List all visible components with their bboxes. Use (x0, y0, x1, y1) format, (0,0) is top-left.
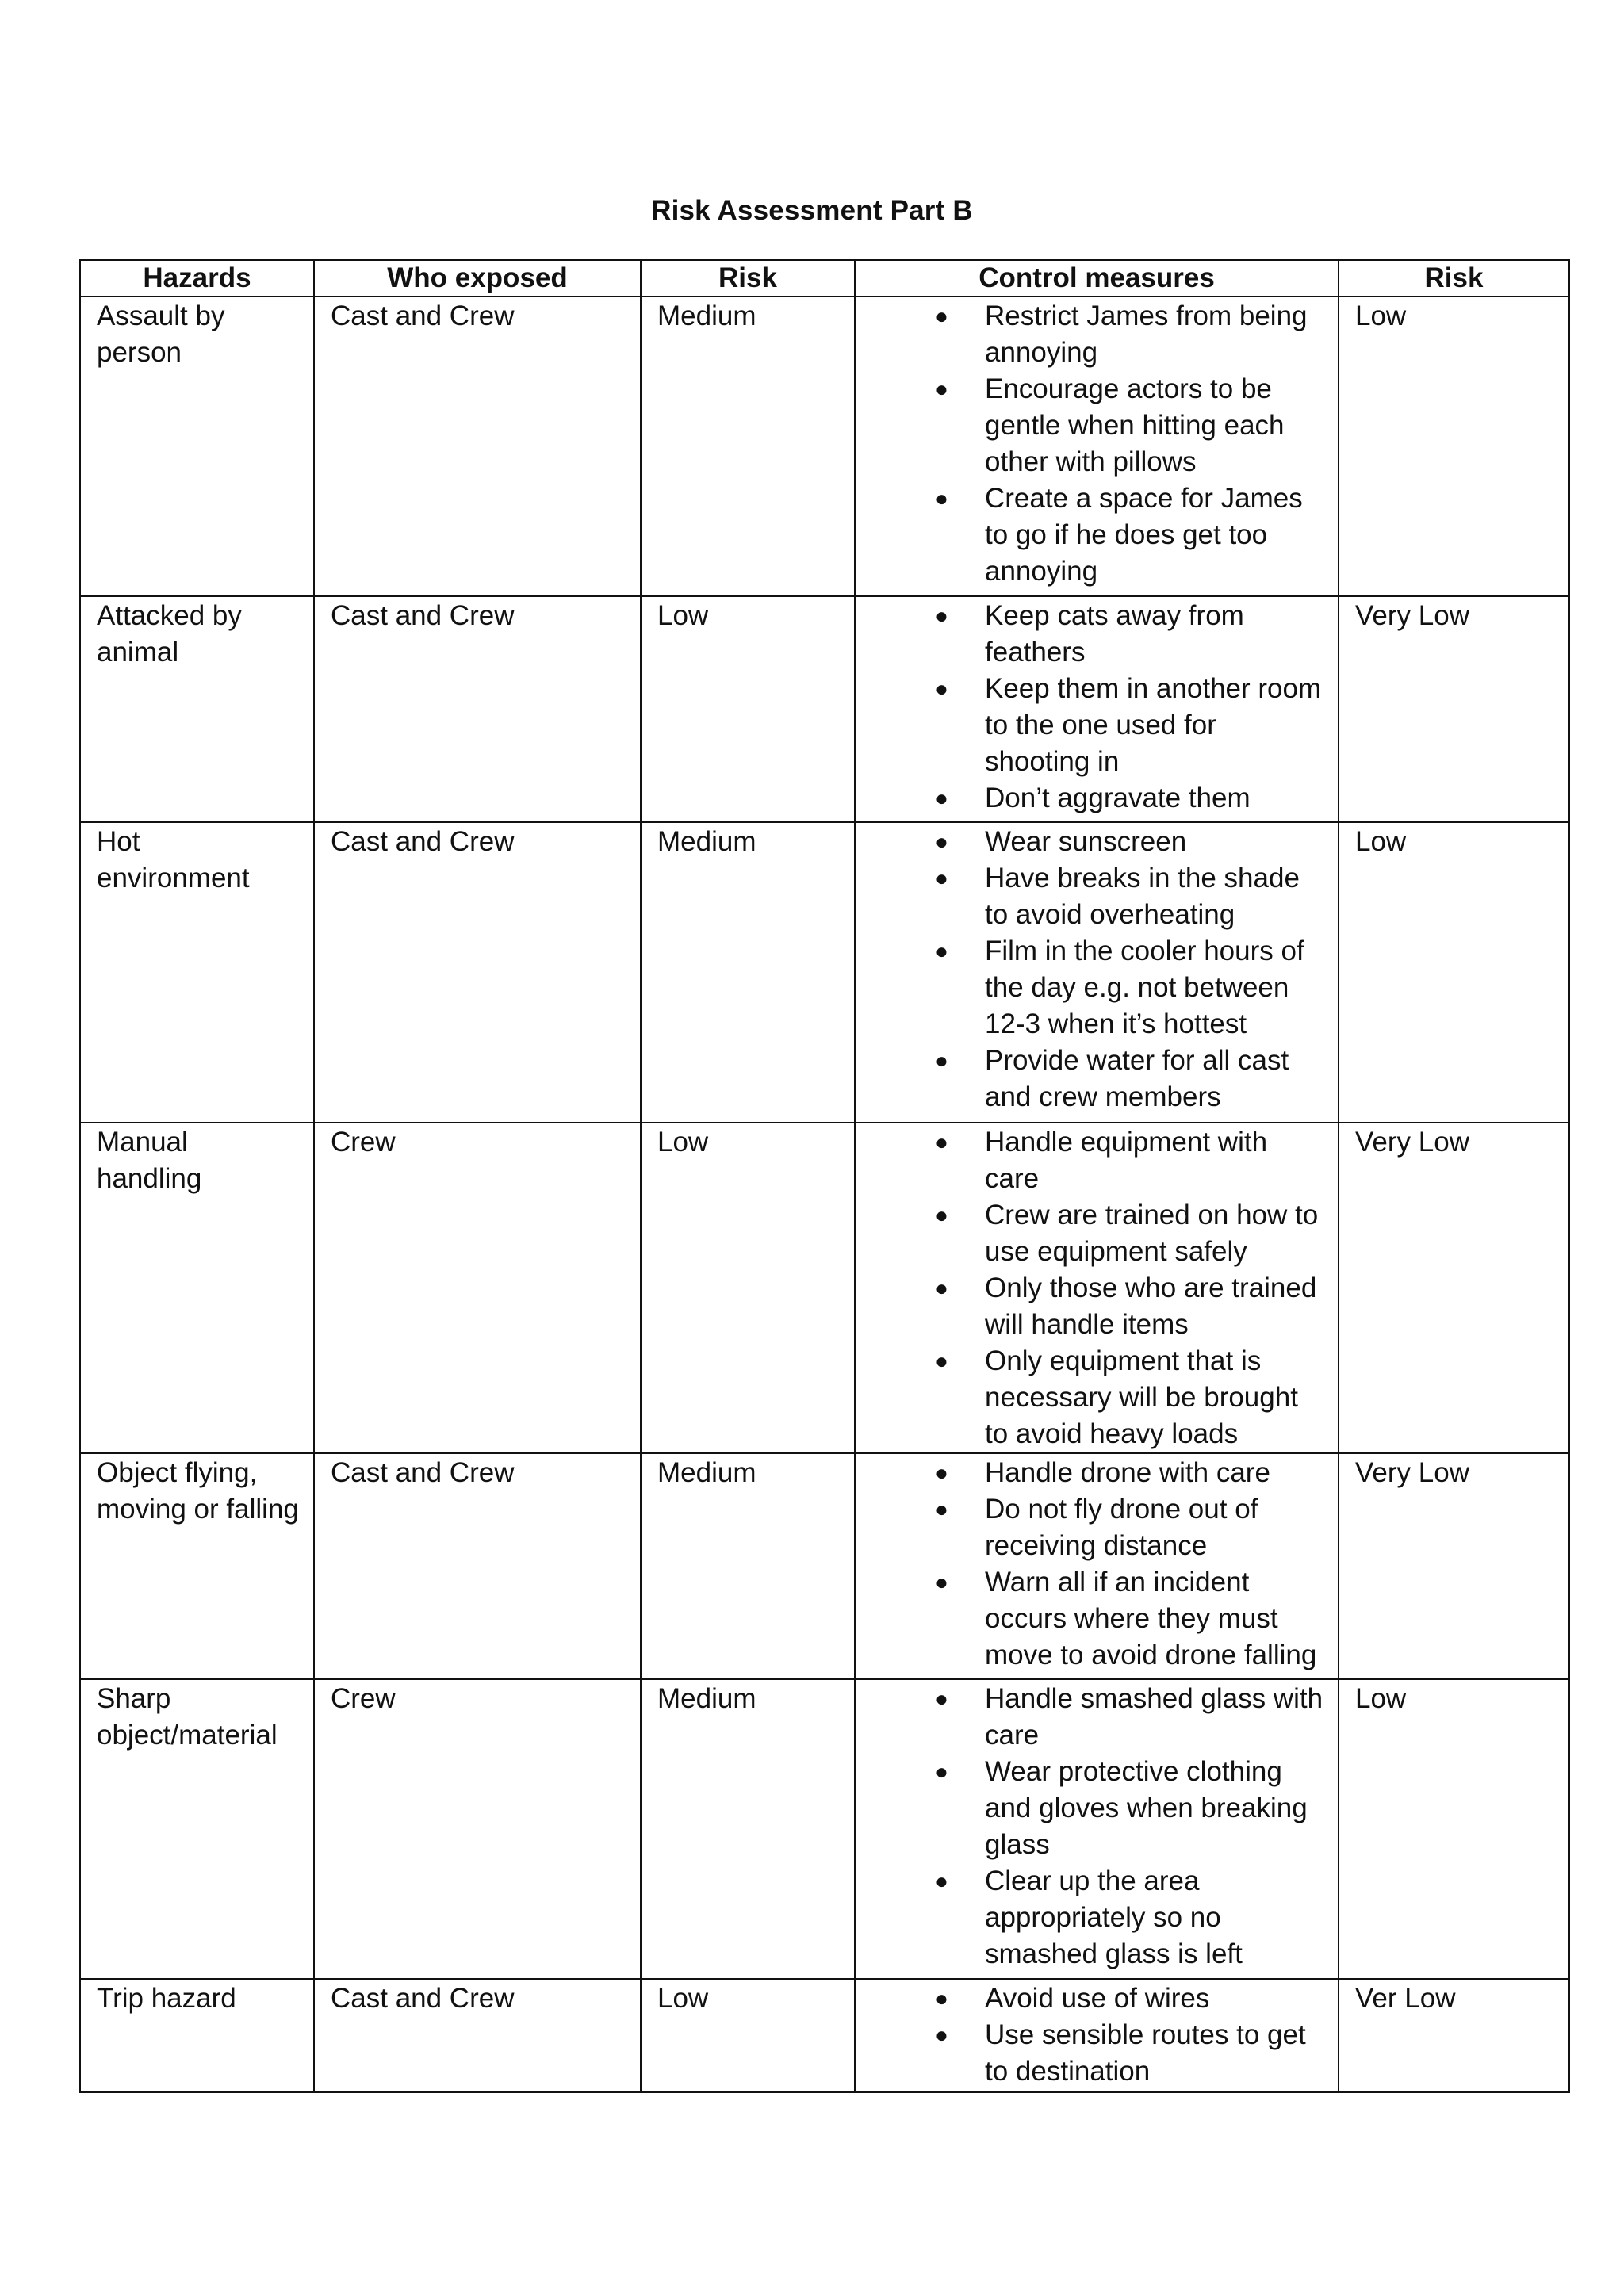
control-measure-item: ● Only equipment that is necessary will be brought to avoid heavy loads (871, 1343, 1323, 1452)
table-row (80, 1979, 1569, 2092)
residual-risk-cell: Very Low (1339, 1453, 1569, 1679)
control-measures-cell (855, 822, 1339, 1123)
bullet-icon: ● (935, 304, 948, 328)
risk-assessment-table (79, 259, 1570, 2093)
bullet-icon: ● (935, 829, 948, 854)
control-measure-item: ● Do not fly drone out of receiving distance (871, 1491, 1323, 1564)
bullet-icon: ● (935, 1276, 948, 1300)
who-exposed-cell: Cast and Crew (314, 822, 641, 1123)
who-exposed-cell: Cast and Crew (314, 596, 641, 822)
bullet-icon: ● (935, 486, 948, 511)
hazard-cell: Assault by person (80, 297, 314, 596)
control-measure-item: ● Encourage actors to be gentle when hitting each other with pillows (871, 371, 1323, 480)
control-measure-item: ● Crew are trained on how to use equipment safely (871, 1197, 1323, 1270)
risk-cell: Low (641, 1123, 855, 1453)
control-measures-list (871, 1124, 1323, 1452)
bullet-icon: ● (935, 377, 948, 401)
control-measure-item: ● Create a space for James to go if he does get too annoying (871, 480, 1323, 590)
bullet-icon: ● (935, 1986, 948, 2011)
control-measure-item: ● Handle smashed glass with care (871, 1681, 1323, 1754)
table-row (80, 297, 1569, 596)
risk-cell: Medium (641, 1679, 855, 1979)
control-measure-item: ● Film in the cooler hours of the day e.g. not between 12-3 when it’s hottest (871, 933, 1323, 1043)
hazard-cell: Trip hazard (80, 1979, 314, 2092)
control-measures-cell (855, 297, 1339, 596)
table-row (80, 1453, 1569, 1679)
control-measure-item: ● Wear protective clothing and gloves when breaking glass (871, 1754, 1323, 1863)
control-measures-cell (855, 1123, 1339, 1453)
hazard-cell: Object flying, moving or falling (80, 1453, 314, 1679)
residual-risk-cell: Ver Low (1339, 1979, 1569, 2092)
control-measures-cell (855, 596, 1339, 822)
residual-risk-cell: Low (1339, 297, 1569, 596)
who-exposed-cell: Cast and Crew (314, 1979, 641, 2092)
hazard-cell: Attacked by animal (80, 596, 314, 822)
bullet-icon: ● (935, 939, 948, 963)
bullet-icon: ● (935, 1497, 948, 1521)
header-risk: Risk (641, 260, 855, 297)
control-measure-item: ● Only those who are trained will handle items (871, 1270, 1323, 1343)
control-measure-item: ● Avoid use of wires (871, 1980, 1323, 2017)
control-measure-item: ● Don’t aggravate them (871, 780, 1323, 817)
bullet-icon: ● (935, 1686, 948, 1711)
table-header-row (80, 260, 1569, 297)
risk-cell: Medium (641, 822, 855, 1123)
residual-risk-cell: Very Low (1339, 1123, 1569, 1453)
bullet-icon: ● (935, 1203, 948, 1227)
table-row (80, 596, 1569, 822)
who-exposed-cell: Cast and Crew (314, 297, 641, 596)
control-measures-cell (855, 1679, 1339, 1979)
control-measures-list (871, 1455, 1323, 1674)
risk-cell: Medium (641, 1453, 855, 1679)
control-measure-item: ● Keep them in another room to the one used for shooting in (871, 671, 1323, 780)
control-measure-item: ● Clear up the area appropriately so no smashed glass is left (871, 1863, 1323, 1973)
control-measures-list (871, 298, 1323, 590)
risk-cell: Low (641, 1979, 855, 2092)
residual-risk-cell: Low (1339, 1679, 1569, 1979)
header-residual-risk: Risk (1339, 260, 1569, 297)
bullet-icon: ● (935, 676, 948, 701)
control-measures-list (871, 1681, 1323, 1973)
control-measure-item: ● Wear sunscreen (871, 824, 1323, 860)
bullet-icon: ● (935, 786, 948, 810)
risk-cell: Low (641, 596, 855, 822)
control-measure-item: ● Keep cats away from feathers (871, 598, 1323, 671)
table-row (80, 1679, 1569, 1979)
control-measure-item: ● Provide water for all cast and crew members (871, 1043, 1323, 1115)
header-who-exposed: Who exposed (314, 260, 641, 297)
hazard-cell: Manual handling (80, 1123, 314, 1453)
residual-risk-cell: Low (1339, 822, 1569, 1123)
bullet-icon: ● (935, 1130, 948, 1154)
bullet-icon: ● (935, 1048, 948, 1073)
control-measure-item: ● Restrict James from being annoying (871, 298, 1323, 371)
control-measure-item: ● Have breaks in the shade to avoid overheating (871, 860, 1323, 933)
bullet-icon: ● (935, 1349, 948, 1373)
bullet-icon: ● (935, 1759, 948, 1784)
bullet-icon: ● (935, 866, 948, 890)
control-measures-list (871, 598, 1323, 817)
control-measures-cell (855, 1979, 1339, 2092)
bullet-icon: ● (935, 1869, 948, 1893)
hazard-cell: Sharp object/material (80, 1679, 314, 1979)
header-control-measures: Control measures (855, 260, 1339, 297)
control-measure-item: ● Use sensible routes to get to destination (871, 2017, 1323, 2090)
control-measures-list (871, 824, 1323, 1115)
bullet-icon: ● (935, 603, 948, 628)
control-measure-item: ● Handle equipment with care (871, 1124, 1323, 1197)
risk-cell: Medium (641, 297, 855, 596)
control-measures-cell (855, 1453, 1339, 1679)
control-measure-item: ● Handle drone with care (871, 1455, 1323, 1491)
residual-risk-cell: Very Low (1339, 596, 1569, 822)
bullet-icon: ● (935, 1570, 948, 1594)
page-title: Risk Assessment Part B (651, 195, 973, 226)
who-exposed-cell: Crew (314, 1679, 641, 1979)
table-row (80, 822, 1569, 1123)
header-hazards: Hazards (80, 260, 314, 297)
control-measure-item: ● Warn all if an incident occurs where they must move to avoid drone falling (871, 1564, 1323, 1674)
who-exposed-cell: Cast and Crew (314, 1453, 641, 1679)
control-measures-list (871, 1980, 1323, 2090)
bullet-icon: ● (935, 2022, 948, 2047)
who-exposed-cell: Crew (314, 1123, 641, 1453)
hazard-cell: Hot environment (80, 822, 314, 1123)
table-row (80, 1123, 1569, 1453)
bullet-icon: ● (935, 1460, 948, 1485)
